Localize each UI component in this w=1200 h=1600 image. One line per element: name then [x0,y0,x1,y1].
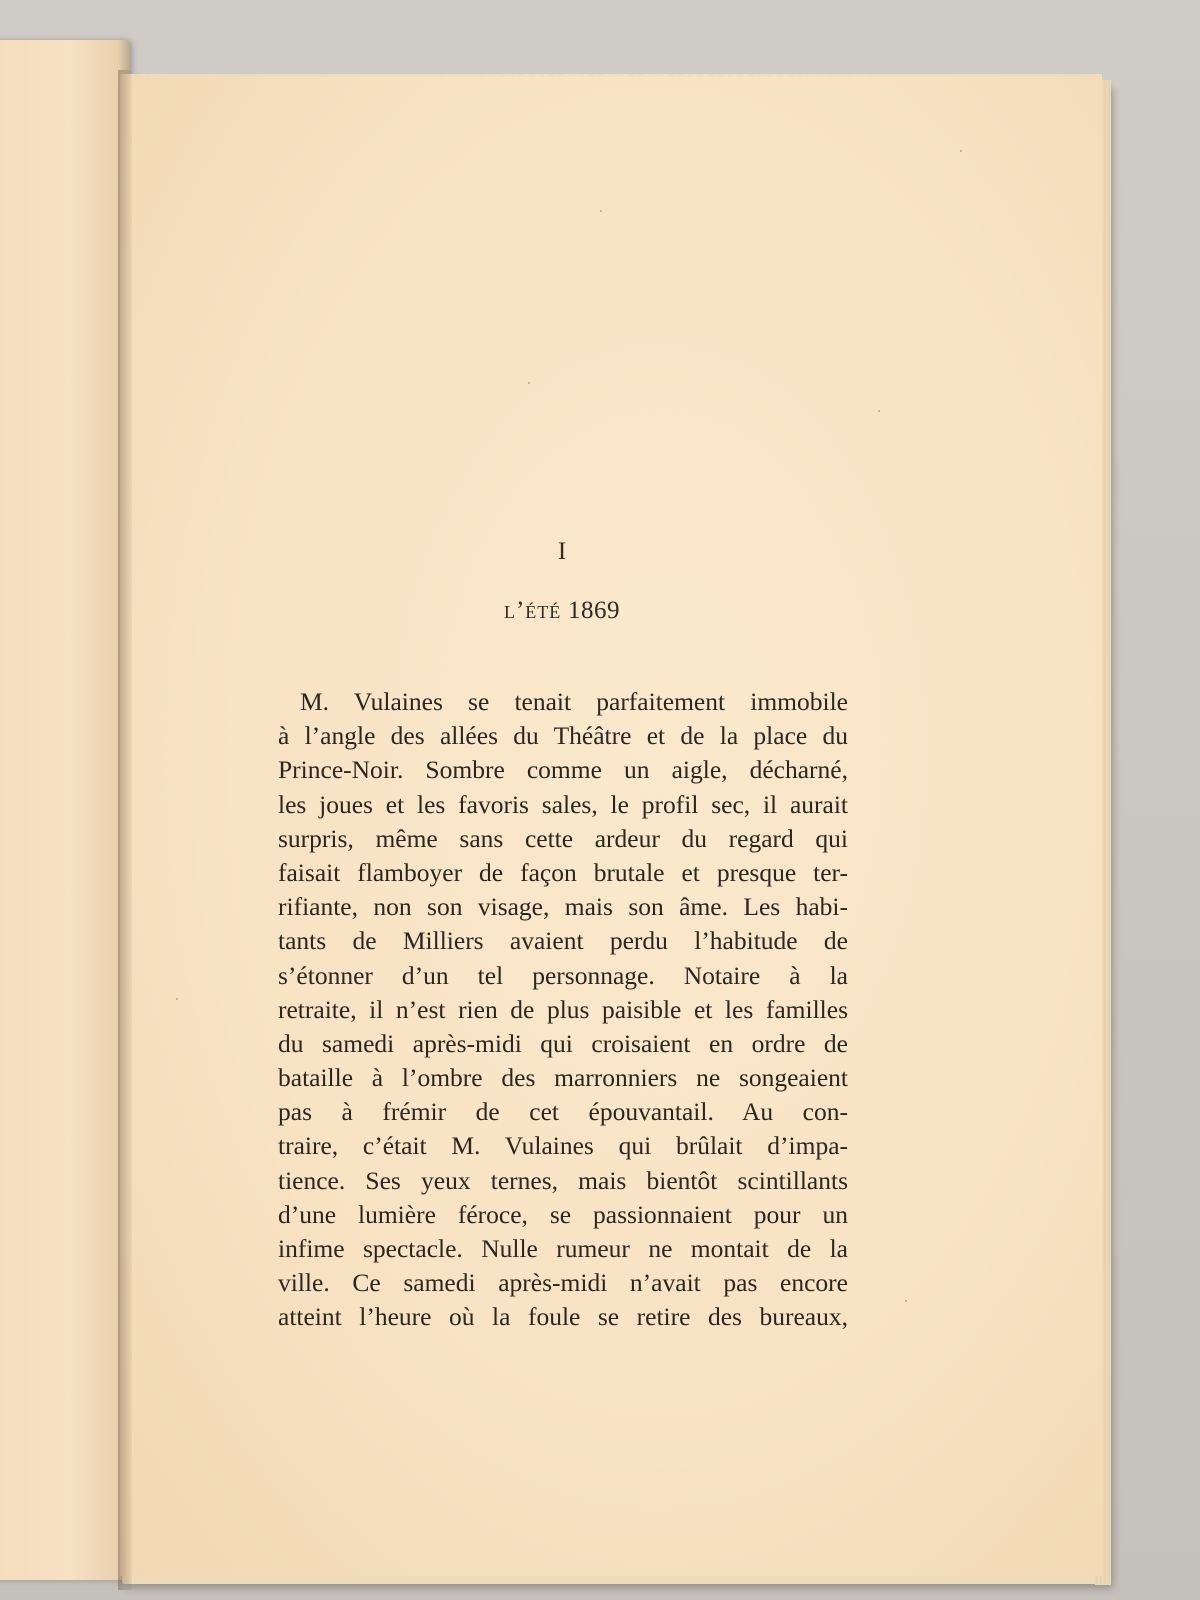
text-line: faisait flamboyer de façon brutale et presque ter- [278,857,848,887]
text-line: traire, c’était M. Vulaines qui brûlait d’impa- [278,1131,848,1161]
text-line: rifiante, non son visage, mais son âme. Les habi- [278,892,848,922]
text-line: retraite, il n’est rien de plus paisible et les familles [278,994,848,1024]
text-line: pas à frémir de cet épouvantail. Au con- [278,1097,848,1127]
text-line: M. Vulaines se tenait parfaitement immobile [300,687,848,716]
text-line: atteint l’heure où la foule se retire des bureaux, [278,1302,848,1332]
text-line: Prince-Noir. Sombre comme un aigle, décharné, [278,755,848,785]
paper-speck [905,1300,907,1302]
text-line: ville. Ce samedi après-midi n’avait pas encore [278,1268,848,1298]
text-line: tience. Ses yeux ternes, mais bientôt scintillants [278,1165,848,1195]
paper-speck [878,410,880,412]
paper-speck [528,382,530,384]
paper-speck [600,210,602,212]
left-page [0,40,130,1580]
text-line: à l’angle des allées du Théâtre et de la place du [278,721,848,751]
text-line: les joues et les favoris sales, le profil sec, il aurait [278,789,848,819]
text-line: infime spectacle. Nulle rumeur ne montait de la [278,1234,848,1263]
text-line: surpris, même sans cette ardeur du regard qui [278,823,848,853]
paper-speck [960,150,962,152]
text-line: d’une lumière féroce, se passionnaient pour un [278,1199,848,1229]
body-text [278,685,848,1335]
chapter-title-year: 1869 [568,597,621,624]
text-line: bataille à l’ombre des marronniers ne songeaient [278,1063,848,1093]
paper-speck [176,998,178,1000]
chapter-title [0,597,1124,625]
text-line: s’étonner d’un tel personnage. Notaire à la [278,960,848,990]
chapter-title-prefix: l’été [503,597,562,624]
text-line: du samedi après-midi qui croisaient en ordre de [278,1028,848,1058]
book-gutter [118,70,132,1590]
text-line: tants de Milliers avaient perdu l’habitude de [278,926,848,956]
chapter-number: I [557,538,567,565]
